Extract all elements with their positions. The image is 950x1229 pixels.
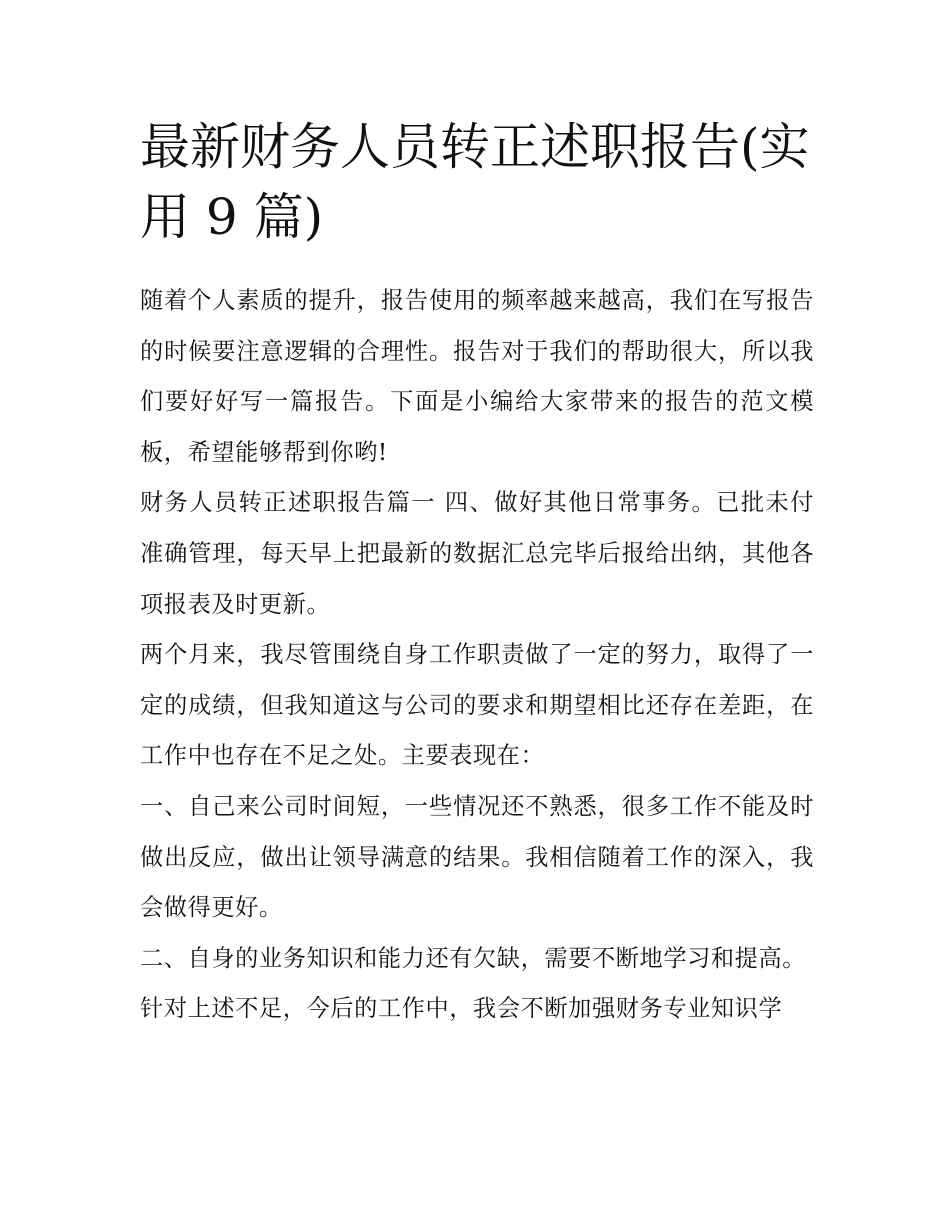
paragraph-intro: 随着个人素质的提升，报告使用的频率越来越高，我们在写报告的时候要注意逻辑的合理性。报告对于我们的帮助很大，所以我们要好好写一篇报告。下面是小编给大家带来的报告的范文模板，希望能够帮到你哟!	[140, 287, 814, 466]
paragraph-summary: 两个月来，我尽管围绕自身工作职责做了一定的努力，取得了一定的成绩，但我知道这与公司的要求和期望相比还存在差距，在工作中也存在不足之处。主要表现在：	[140, 641, 814, 770]
document-page	[140, 112, 814, 1035]
paragraph-improvement: 针对上述不足，今后的工作中，我会不断加强财务专业知识学	[140, 995, 783, 1023]
paragraph-section-one: 财务人员转正述职报告篇一 四、做好其他日常事务。已批未付准确管理，每天早上把最新的数据汇总完毕后报给出纳，其他各项报表及时更新。	[140, 489, 814, 618]
paragraph-point-one: 一、自己来公司时间短，一些情况还不熟悉，很多工作不能及时做出反应，做出让领导满意的结果。我相信随着工作的深入，我会做得更好。	[140, 792, 814, 922]
paragraph-point-two: 二、自身的业务知识和能力还有欠缺，需要不断地学习和提高。	[140, 944, 807, 972]
document-title: 最新财务人员转正述职报告(实用 9 篇)	[140, 118, 810, 246]
